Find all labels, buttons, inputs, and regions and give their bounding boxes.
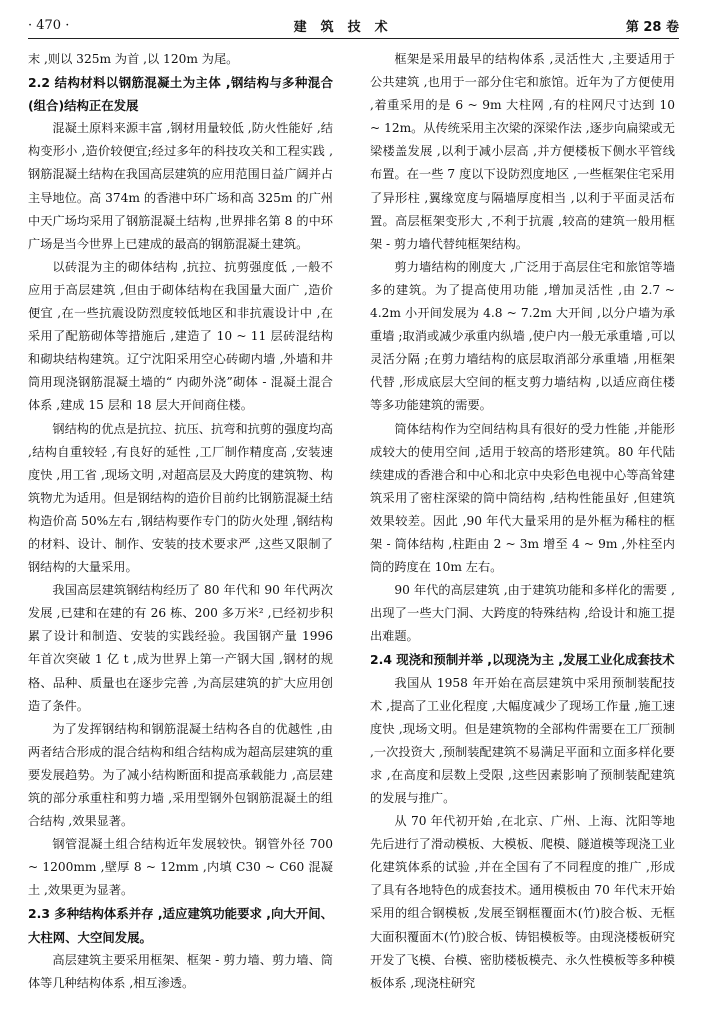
paragraph: 框架是采用最早的结构体系 ,灵活性大 ,主要适用于公共建筑 ,也用于一部分住宅和旅馆。近年为了方便使用 ,着重采用的是 6 ~ 9m 大柱网 ,有的柱网尺寸达到 10 ~ 12m。从传统采用主次梁的深梁作法 ,逐步向扁梁或无梁楼盖发展 ,以利于减小层高 ,并方便楼板下侧水平管线布置。在一些 7 度以下设防烈度地区 ,一些框架住宅采用了异形柱 ,翼缘宽度与隔墙厚度相当 ,以利于平面灵活布置。高层框架变形大 ,不利于抗震 ,较高的建筑一般用框架 - 剪力墙代替纯框架结构。 <box>370 52 675 251</box>
paragraph: 筒体结构作为空间结构具有很好的受力性能 ,并能形成较大的使用空间 ,适用于较高的塔形建筑。80 年代陆续建成的香港合和中心和北京中央彩色电视中心等高耸建筑采用了密柱深梁的筒中筒结构 ,结构性能虽好 ,但建筑效果较差。因此 ,90 年代大量采用的是外框为稀柱的框架 - 筒体结构 ,柱距由 2 ~ 3m 增至 4 ~ 9m ,外柱至内筒的跨度在 10m 左右。 <box>370 421 675 575</box>
paragraph: 高层建筑主要采用框架、框架 - 剪力墙、剪力墙、筒体等几种结构体系 ,相互渗透。 <box>28 952 333 990</box>
journal-title: 建筑技术 <box>293 19 402 35</box>
right-column <box>370 48 675 995</box>
paragraph: 末 ,则以 325m 为首 ,以 120m 为尾。 <box>28 52 239 66</box>
paragraph: 剪力墙结构的刚度大 ,广泛用于高层住宅和旅馆等墙多的建筑。为了提高使用功能 ,增加灵活性 ,由 2.7 ~ 4.2m 小开间发展为 4.8 ~ 7.2m 大开间 ,以分户墙为承重墙 ;取消或减少承重内纵墙 ,使户内一般无承重墙 ,可以灵活分隔 ;在剪力墙结构的底层取消部分承重墙 ,用框架代替 ,形成底层大空间的框支剪力墙结构 ,以适应商住楼等多功能建筑的需要。 <box>370 259 675 413</box>
paragraph: 我国从 1958 年开始在高层建筑中采用预制装配技术 ,提高了工业化程度 ,大幅度减少了现场工作量 ,施工速度快 ,现场文明。但是建筑物的全部构件需要在工厂预制 ,一次投资大 ,预制装配建筑不易满足平面和立面多样化要求 ,在高度和层数上受限 ,这些因素影响了预制装配建筑的发展与推广。 <box>370 675 675 805</box>
page-header <box>28 12 679 39</box>
paragraph: 以砖混为主的砌体结构 ,抗拉、抗剪强度低 ,一般不应用于高层建筑 ,但由于砌体结构在我国量大面广 ,造价便宜 ,在一些抗震设防烈度较低地区和非抗震设计中 ,在采用了配筋砌体等措施后 ,建造了 10 ~ 11 层砖混结构和砌块结构建筑。辽宁沈阳采用空心砖砌内墙 ,外墙和井筒用现浇钢筋混凝土墙的“ 内砌外浇”砌体 - 混凝土混合体系 ,建成 15 层和 18 层大开间商住楼。 <box>28 259 333 413</box>
paragraph: 我国高层建筑钢结构经历了 80 年代和 90 年代两次发展 ,已建和在建的有 26 栋、200 多万米² ,已经初步积累了设计和制造、安装的实践经验。我国钢产量 1996 年首次突破 1 亿 t ,成为世界上第一产钢大国 ,钢材的规格、品种、质量也在逐步完善 ,为高层建筑的扩大应用创造了条件。 <box>28 583 333 713</box>
paragraph: 钢结构的优点是抗拉、抗压、抗弯和抗剪的强度均高 ,结构自重较轻 ,有良好的延性 ,工厂制作精度高 ,安装速度快 ,用工省 ,现场文明 ,对超高层及大跨度的建筑物、构筑物尤为适用。但是钢结构的造价目前约比钢筋混凝土结构造价高 50%左右 ,钢结构要作专门的防火处理 ,钢结构的材料、设计、制作、安装的技术要求严 ,这些又限制了钢结构的大量采用。 <box>28 421 333 575</box>
paragraph: 为了发挥钢结构和钢筋混凝土结构各自的优越性 ,由两者结合形成的混合结构和组合结构成为超高层建筑的重要发展趋势。为了减小结构断面和提高承载能力 ,高层建筑的部分承重柱和剪力墙 ,采用型钢外包钢筋混凝土的组合结构 ,效果显著。 <box>28 721 333 829</box>
paragraph: 90 年代的高层建筑 ,由于建筑功能和多样化的需要 ,出现了一些大门洞、大跨度的特殊结构 ,给设计和施工提出难题。 <box>370 583 675 644</box>
paragraph: 从 70 年代初开始 ,在北京、广州、上海、沈阳等地先后进行了滑动模板、大模板、爬模、隧道模等现浇工业化建筑体系的试验 ,并在全国有了不同程度的推广 ,形成了具有各地特色的成套技术。通用模板由 70 年代末开始采用的组合钢模板 ,发展至钢框覆面木(竹)胶合板、无框大面积覆面木(竹)胶合板、铸铝模板等。由现浇楼板研究开发了飞模、台模、密肋楼板模壳、永久性模板等多种模板体系 ,现浇柱研究 <box>370 814 675 990</box>
paragraph: 混凝土原料来源丰富 ,钢材用量较低 ,防火性能好 ,结构变形小 ,造价较便宜;经过多年的科技攻关和工程实践 ,钢筋混凝土结构在我国高层建筑的应用范围日益广阔并占主导地位。高 374m 的香港中环广场和高 325m 的广州中天广场均采用了钢筋混凝土结构 ,世界排名第 8 的中环广场是当今世界上已建成的最高的钢筋混凝土建筑。 <box>28 121 333 251</box>
left-column <box>28 48 333 995</box>
volume-label: 第 28 卷 <box>625 19 679 35</box>
section-heading-2-3: 2.3 多种结构体系并存 ,适应建筑功能要求 ,向大开间、大柱网、大空间发展。 <box>28 906 333 945</box>
page-number: · 470 · <box>28 17 70 33</box>
section-heading-2-2: 2.2 结构材料以钢筋混凝土为主体 ,钢结构与多种混合(组合)结构正在发展 <box>28 75 333 114</box>
paragraph: 钢管混凝土组合结构近年发展较快。钢管外径 700 ~ 1200mm ,壁厚 8 ~ 12mm ,内填 C30 ~ C60 混凝土 ,效果更为显著。 <box>28 837 333 898</box>
section-heading-2-4: 2.4 现浇和预制并举 ,以现浇为主 ,发展工业化成套技术 <box>370 652 675 668</box>
